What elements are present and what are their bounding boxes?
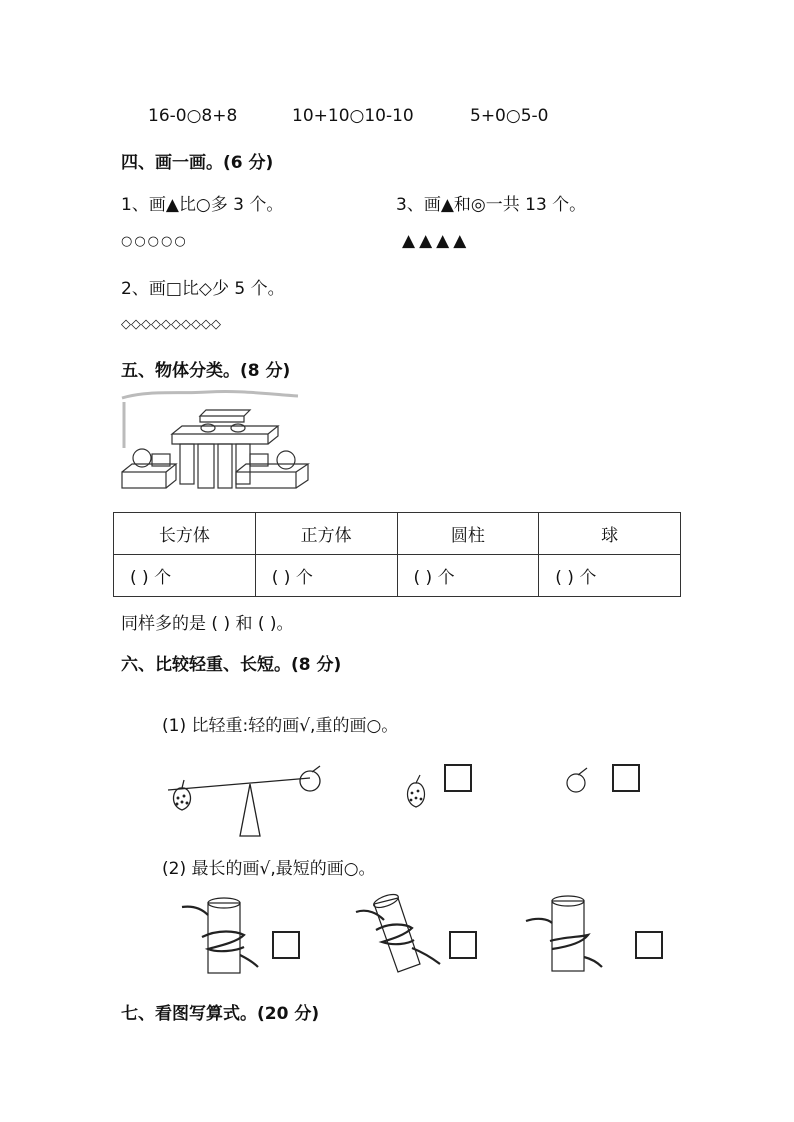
table-answer-cylinder[interactable]: ( ) 个 — [397, 555, 539, 597]
table-header-cylinder: 圆柱 — [397, 513, 539, 555]
section4-q3-triangles: ▲▲▲▲ — [402, 231, 471, 251]
table-answer-cuboid[interactable]: ( ) 个 — [114, 555, 256, 597]
table-header-sphere: 球 — [539, 513, 681, 555]
same-amount-question: 同样多的是 ( ) 和 ( )。 — [121, 614, 294, 634]
building-blocks-illustration — [118, 388, 318, 498]
answer-box-rope-2[interactable] — [449, 931, 477, 959]
section4-q2-diamonds: ◇◇◇◇◇◇◇◇◇◇ — [121, 317, 221, 332]
table-answer-cube[interactable]: ( ) 个 — [255, 555, 397, 597]
table-header-cube: 正方体 — [255, 513, 397, 555]
rope-pole-1 — [178, 895, 268, 980]
answer-box-apple[interactable] — [612, 764, 640, 792]
section6-heading: 六、比较轻重、长短。(8 分) — [121, 655, 342, 675]
section6-sub2: (2) 最长的画√,最短的画○。 — [162, 859, 376, 879]
answer-box-rope-1[interactable] — [272, 931, 300, 959]
section7-heading: 七、看图写算式。(20 分) — [121, 1004, 320, 1024]
seesaw-illustration — [160, 760, 335, 840]
section4-q3: 3、画▲和◎一共 13 个。 — [396, 195, 587, 215]
section4-heading: 四、画一画。(6 分) — [121, 153, 274, 173]
table-answer-sphere[interactable]: ( ) 个 — [539, 555, 681, 597]
compare-item-3: 5+0○5-0 — [470, 106, 549, 126]
apple-icon — [563, 766, 593, 796]
classification-table — [113, 512, 681, 597]
answer-box-rope-3[interactable] — [635, 931, 663, 959]
section4-q1-circles: ○○○○○ — [121, 234, 188, 249]
section6-sub1: (1) 比轻重:轻的画√,重的画○。 — [162, 716, 399, 736]
compare-item-1: 16-0○8+8 — [148, 106, 238, 126]
section4-q1: 1、画▲比○多 3 个。 — [121, 195, 284, 215]
section4-q2: 2、画□比◇少 5 个。 — [121, 279, 285, 299]
rope-pole-2 — [352, 890, 447, 980]
section5-heading: 五、物体分类。(8 分) — [121, 361, 291, 381]
answer-box-pear[interactable] — [444, 764, 472, 792]
compare-item-2: 10+10○10-10 — [292, 106, 414, 126]
pear-icon — [402, 773, 432, 813]
rope-pole-3 — [522, 893, 612, 978]
table-header-cuboid: 长方体 — [114, 513, 256, 555]
